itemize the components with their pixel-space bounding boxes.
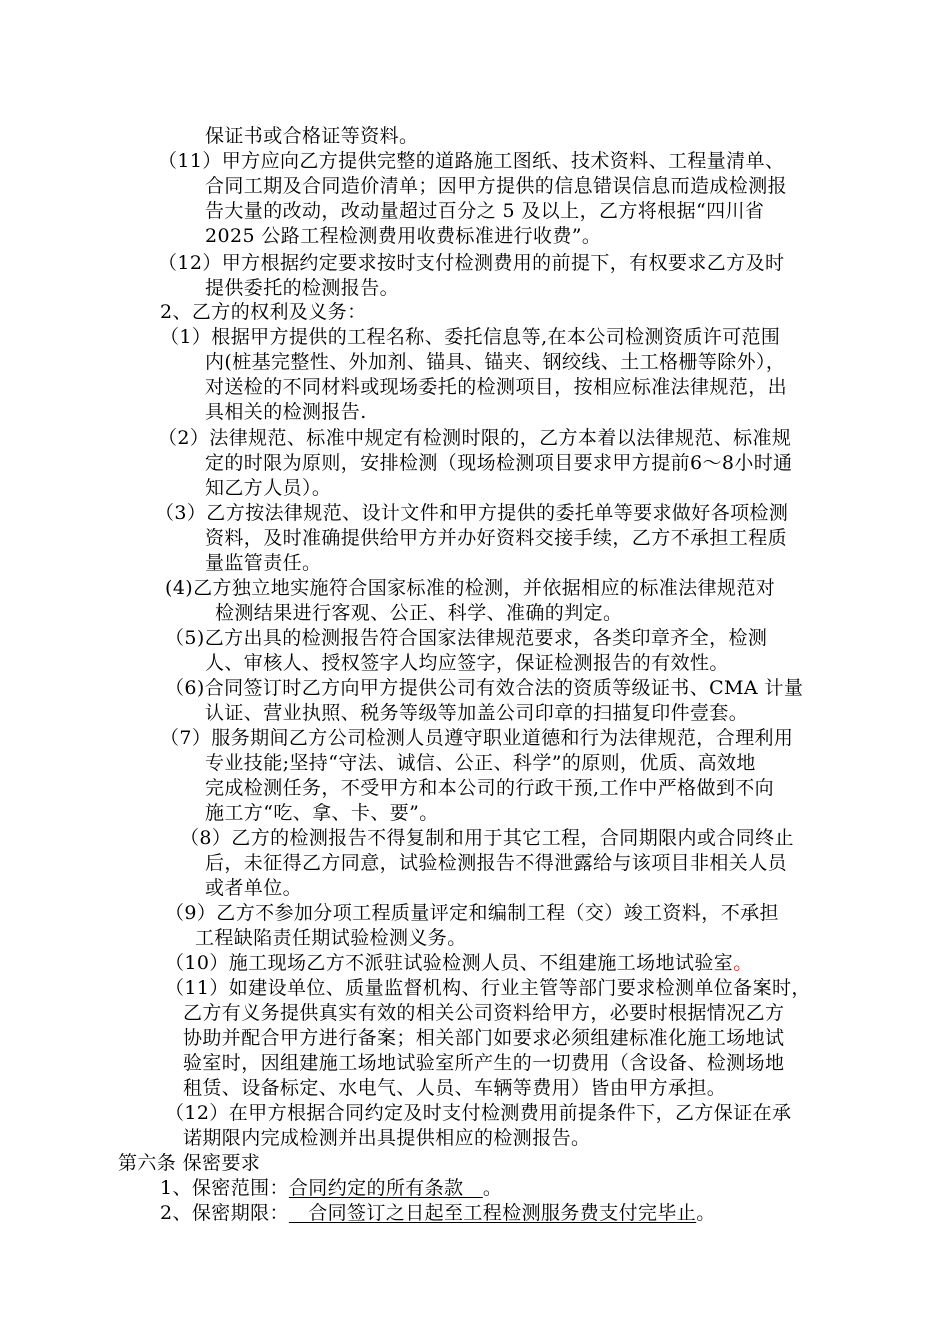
text-line: （6)合同签订时乙方向甲方提供公司有效合法的资质等级证书、CMA 计量 (165, 677, 804, 699)
text-line: 检测结果进行客观、公正、科学、准确的判定。 (215, 602, 623, 624)
text-line: （1）根据甲方提供的工程名称、委托信息等,在本公司检测资质许可范围 (160, 326, 781, 348)
article-heading: 第六条 保密要求 (118, 1152, 261, 1174)
text-line: 诺期限内完成检测并出具提供相应的检测报告。 (183, 1127, 591, 1149)
secrecy-period (160, 1201, 716, 1225)
text-line: (4)乙方独立地实施符合国家标准的检测，并依据相应的标准法律规范对 (165, 577, 776, 599)
text-line: 保证书或合格证等资料。 (205, 125, 419, 147)
text-line: 租赁、设备标定、水电气、人员、车辆等费用）皆由甲方承担。 (183, 1077, 727, 1099)
text-line: 提供委托的检测报告。 (205, 277, 400, 299)
text-line: 合同工期及合同造价清单；因甲方提供的信息错误信息而造成检测报 (205, 175, 788, 197)
text-line: 知乙方人员）。 (205, 477, 332, 499)
text-line: （9）乙方不参加分项工程质量评定和编制工程（交）竣工资料，不承担 (165, 902, 779, 924)
text-line: 2025 公路工程检测费用收费标准进行收费”。 (205, 225, 602, 247)
text-line: （3）乙方按法律规范、设计文件和甲方提供的委托单等要求做好各项检测 (155, 502, 789, 524)
text-line: 资料，及时准确提供给甲方并办好资料交接手续，乙方不承担工程质 (205, 527, 788, 549)
text-line: （12）甲方根据约定要求按时支付检测费用的前提下，有权要求乙方及时 (158, 252, 785, 274)
text-line: 乙方有义务提供真实有效的相关公司资料给甲方，必要时根据情况乙方 (183, 1002, 785, 1024)
secrecy-period-label: 2、保密期限： (160, 1202, 289, 1224)
text-line: （11）甲方应向乙方提供完整的道路施工图纸、技术资料、工程量清单、 (158, 150, 785, 172)
text-line: 完成检测任务，不受甲方和本公司的行政干预,工作中严格做到不向 (205, 777, 775, 799)
red-period: 。 (733, 952, 753, 974)
text-line: 验室时，因组建施工场地试验室所产生的一切费用（含设备、检测场地 (183, 1052, 785, 1074)
text-line: 对送检的不同材料或现场委托的检测项目，按相应标准法律规范，出 (205, 376, 788, 398)
text-line (165, 951, 753, 975)
text-line: 专业技能;坚持“守法、诚信、公正、科学”的原则，优质、高效地 (205, 752, 756, 774)
secrecy-scope (160, 1176, 502, 1200)
text-line: （11）如建设单位、质量监督机构、行业主管等部门要求检测单位备案时， (165, 977, 811, 999)
section-heading: 2、乙方的权利及义务： (160, 301, 367, 323)
text-line: 或者单位。 (205, 877, 303, 899)
text-line: （7）服务期间乙方公司检测人员遵守职业道德和行为法律规范，合理利用 (160, 727, 794, 749)
text-line: 定的时限为原则，安排检测（现场检测项目要求甲方提前6～8小时通 (205, 452, 793, 474)
text-line: 工程缺陷责任期试验检测义务。 (195, 927, 467, 949)
text-line: （12）在甲方根据合同约定及时支付检测费用前提条件下，乙方保证在承 (165, 1102, 792, 1124)
text-line: （5)乙方出具的检测报告符合国家法律规范要求，各类印章齐全，检测 (165, 627, 768, 649)
text-line: 认证、营业执照、税务等级等加盖公司印章的扫描复印件壹套。 (205, 702, 749, 724)
secrecy-scope-label: 1、保密范围： (160, 1177, 289, 1199)
text-line: 内(桩基完整性、外加剂、锚具、锚夹、钢绞线、土工格栅等除外）， (205, 351, 786, 373)
secrecy-period-end: 。 (696, 1202, 716, 1224)
secrecy-scope-end: 。 (482, 1177, 503, 1199)
text-line: 告大量的改动，改动量超过百分之 5 及以上，乙方将根据“四川省 (205, 200, 765, 222)
text-line: 后，未征得乙方同意，试验检测报告不得泄露给与该项目非相关人员 (205, 852, 788, 874)
text-line: 施工方“吃、拿、卡、要”。 (205, 802, 439, 824)
text-segment: （10）施工现场乙方不派驻试验检测人员、不组建施工场地试验室 (165, 952, 734, 974)
secrecy-period-value: 合同签订之日起至工程检测服务费支付完毕止 (288, 1202, 697, 1224)
text-line: 量监管责任。 (205, 552, 322, 574)
text-line: 人、审核人、授权签字人均应签字，保证检测报告的有效性。 (205, 652, 729, 674)
text-line: 协助并配合甲方进行备案；相关部门如要求必须组建标准化施工场地试 (183, 1027, 785, 1049)
secrecy-scope-value: 合同约定的所有条款 (288, 1177, 483, 1199)
text-line: （2）法律规范、标准中规定有检测时限的，乙方本着以法律规范、标准规 (158, 427, 792, 449)
text-line: 具相关的检测报告. (205, 401, 367, 423)
text-line: （8）乙方的检测报告不得复制和用于其它工程，合同期限内或合同终止 (180, 827, 794, 849)
